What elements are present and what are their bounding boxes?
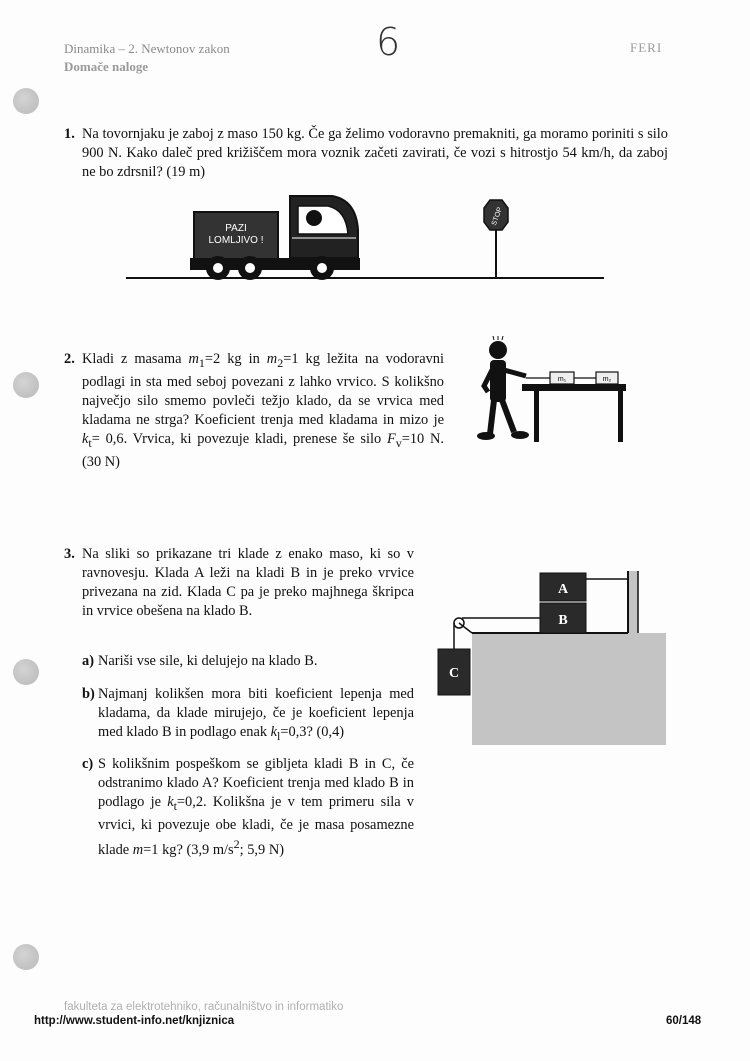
binder-hole-icon [13,88,39,114]
block-b-label: B [558,613,568,628]
task-text: Na tovornjaku je zaboj z maso 150 kg. Če ga želimo vodoravno premakniti, ga moramo poriniti s silo 900 N. Kako daleč pred križiščem mora voznik začeti zavirati, če vozi s hitrostjo 54 km/h, da zaboj ne bo zdrsnil? (19 m) [82,126,668,180]
task-number: 1. [64,126,75,142]
binder-hole-icon [13,659,39,685]
task-3b [82,685,414,746]
truck-sign-line2: LOMLJIVO ! [208,235,264,246]
task-number: 2. [64,351,75,367]
blocks-table-figure [460,334,640,444]
task-text: Na sliki so prikazane tri klade z enako maso, ki so v ravnovesju. Klada A leži na kladi B in je preko vrvice privezana na zid. Klada C pa je preko majhnega škripca in vrvice obešena na klado B. [82,546,414,619]
truck-sign-line1: PAZI [225,223,247,234]
block-m1-label: m₁ [557,376,567,383]
handwritten-page-number: 6 [376,20,401,64]
block-a-label: A [557,582,569,597]
subtask-text: Najmanj kolikšen mora biti koeficient lepenja med kladama, da klade mirujejo, če je koeficient lepenja med klado B in podlago enak $k_l=0,3$? (0,4) [98,686,414,743]
block-m2-label: m₂ [602,376,612,383]
subtask-label: c) [82,756,94,772]
stop-sign-label: STOP [490,206,504,227]
task-1 [64,125,668,182]
footer-page-number: 60/148 [666,1015,702,1027]
task-2 [64,350,444,472]
subtask-text: S kolikšnim pospeškom se gibljeta kladi B in C, če odstranimo klado A? Koeficient trenja med klado B in podlago je $k_t=0,2$. Kolikšna je v tem primeru sila v vrvici, ki povezuje obe kladi, če je masa posamezne klade m=1 kg? (3,9 $m/s^2$; 5,9 N) [98,756,414,858]
header-topic: Dinamika – 2. Newtonov zakon [64,41,230,56]
footer-url[interactable]: http://www.student-info.net/knjiznica [34,1015,235,1027]
three-blocks-figure [432,565,672,755]
subtask-label: a) [82,653,94,669]
task-3a [82,652,414,671]
task-number: 3. [64,546,75,562]
task-text: Kladi z masama $m_1=2$ kg in $m_2=1$ kg ležita na vodoravni podlagi in sta med seboj povezani z lahko vrvico. S kolikšno največjo silo smemo povleči težjo klado, da se vrvica med kladama ne strga? Koeficient trenja med kladama in mizo je $k_t= 0,6$. Vrvica, ki povezuje kladi, prenese še silo $F_v=10$ N. (30 N) [82,351,444,470]
page-header [64,40,230,76]
block-c-label: C [448,666,460,681]
task-3 [64,545,414,621]
binder-hole-icon [13,372,39,398]
truck-figure [120,190,610,286]
footer-faculty: fakulteta za elektrotehniko, računalništvo in informatiko [64,1001,344,1013]
task-3c [82,755,414,860]
subtask-label: b) [82,686,95,702]
subtask-text: Nariši vse sile, ki delujejo na klado B. [98,653,318,669]
binder-hole-icon [13,944,39,970]
header-subtitle: Domače naloge [64,59,149,74]
header-org: FERI [630,40,663,55]
